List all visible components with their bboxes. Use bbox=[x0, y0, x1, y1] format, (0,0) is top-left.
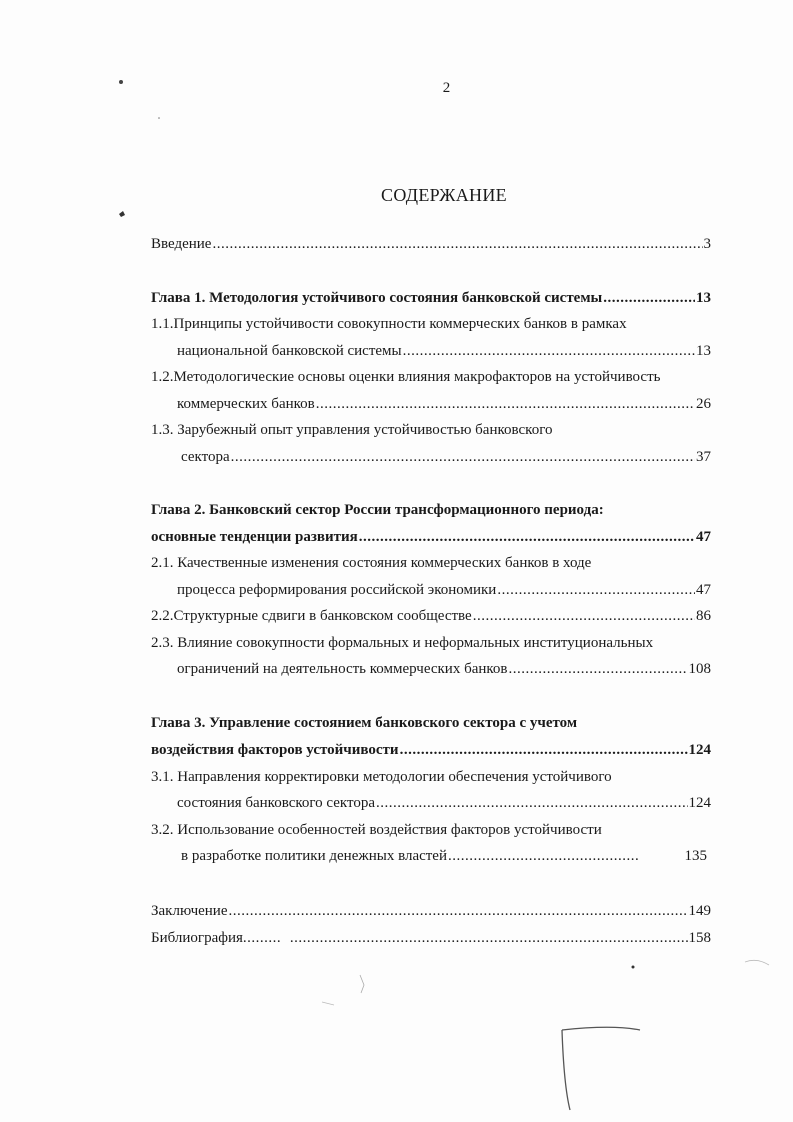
toc-section-3-1-line2: состояния банковского сектора bbox=[177, 795, 376, 811]
toc-section-2-2-page: 86 bbox=[696, 608, 711, 624]
toc-section-3-2-line2: в разработке политики денежных властей bbox=[181, 848, 447, 864]
toc-chapter-1-page: 13 bbox=[696, 290, 711, 306]
scan-speck bbox=[119, 80, 123, 84]
toc-section-2-2-line1: 2.2.Структурные сдвиги в банковском сообществе bbox=[151, 608, 472, 624]
toc-section-3-1-line1: 3.1. Направления корректировки методологии обеспечения устойчивого bbox=[151, 769, 612, 785]
toc-section-1-1-line1: 1.1.Принципы устойчивости совокупности коммерческих банков в рамках bbox=[151, 316, 627, 332]
toc-section-1-3-page: 37 bbox=[696, 449, 711, 465]
scan-speck bbox=[158, 117, 160, 119]
toc-chapter-3-line2: воздействия факторов устойчивости bbox=[151, 742, 399, 758]
toc-section-3-2-page: 135 bbox=[684, 848, 707, 864]
pen-stroke bbox=[562, 1030, 570, 1110]
page-number: 2 bbox=[442, 80, 451, 96]
toc-section-1-1-page: 13 bbox=[696, 343, 711, 359]
leader-dots-short: ......... bbox=[242, 930, 282, 946]
toc-section-2-1-page: 47 bbox=[696, 582, 711, 598]
toc-conclusion-label: Заключение bbox=[151, 903, 228, 919]
toc-section-1-1-line2: национальной банковской системы bbox=[177, 343, 402, 359]
toc-section-2-1-line2: процесса реформирования российской экономики bbox=[177, 582, 497, 598]
toc-section-1-3-line1: 1.3. Зарубежный опыт управления устойчивостью банковского bbox=[151, 422, 553, 438]
toc-chapter-1-title: Глава 1. Методология устойчивого состояния банковской системы bbox=[151, 290, 603, 306]
toc-section-2-3-line2: ограничений на деятельность коммерческих банков bbox=[177, 661, 508, 677]
scan-speck bbox=[632, 966, 635, 969]
pen-stroke bbox=[562, 1027, 640, 1030]
toc-section-1-3-line2: сектора bbox=[181, 449, 230, 465]
toc-section-3-2-line1: 3.2. Использование особенностей воздействия факторов устойчивости bbox=[151, 822, 602, 838]
toc-section-1-2-line2: коммерческих банков bbox=[177, 396, 315, 412]
faint-mark bbox=[745, 960, 769, 965]
faint-mark bbox=[322, 1002, 334, 1005]
toc-section-2-3-page: 108 bbox=[688, 661, 711, 677]
toc-section-2-1-line1: 2.1. Качественные изменения состояния коммерческих банков в ходе bbox=[151, 555, 592, 571]
toc-intro-label: Введение bbox=[151, 236, 212, 252]
faint-mark bbox=[360, 975, 364, 993]
toc-chapter-2-page: 47 bbox=[696, 529, 711, 545]
toc-bibliography-page: 158 bbox=[688, 930, 711, 946]
toc-section-3-1-page: 124 bbox=[688, 795, 711, 811]
toc-section-1-2-page: 26 bbox=[696, 396, 711, 412]
toc-intro-page: 3 bbox=[703, 236, 711, 252]
toc-bibliography-label: Библиография bbox=[151, 930, 243, 946]
scan-speck bbox=[119, 211, 125, 217]
toc-chapter-2-line2: основные тенденции развития bbox=[151, 529, 358, 545]
toc-chapter-3-page: 124 bbox=[688, 742, 711, 758]
toc-chapter-2-line1: Глава 2. Банковский сектор России трансформационного периода: bbox=[151, 502, 604, 518]
toc-chapter-3-line1: Глава 3. Управление состоянием банковского сектора с учетом bbox=[151, 715, 578, 731]
toc-section-2-3-line1: 2.3. Влияние совокупности формальных и неформальных институциональных bbox=[151, 635, 654, 651]
page-title: СОДЕРЖАНИЕ bbox=[381, 185, 507, 205]
toc-conclusion-page: 149 bbox=[688, 903, 711, 919]
toc-section-1-2-line1: 1.2.Методологические основы оценки влияния макрофакторов на устойчивость bbox=[151, 369, 661, 385]
